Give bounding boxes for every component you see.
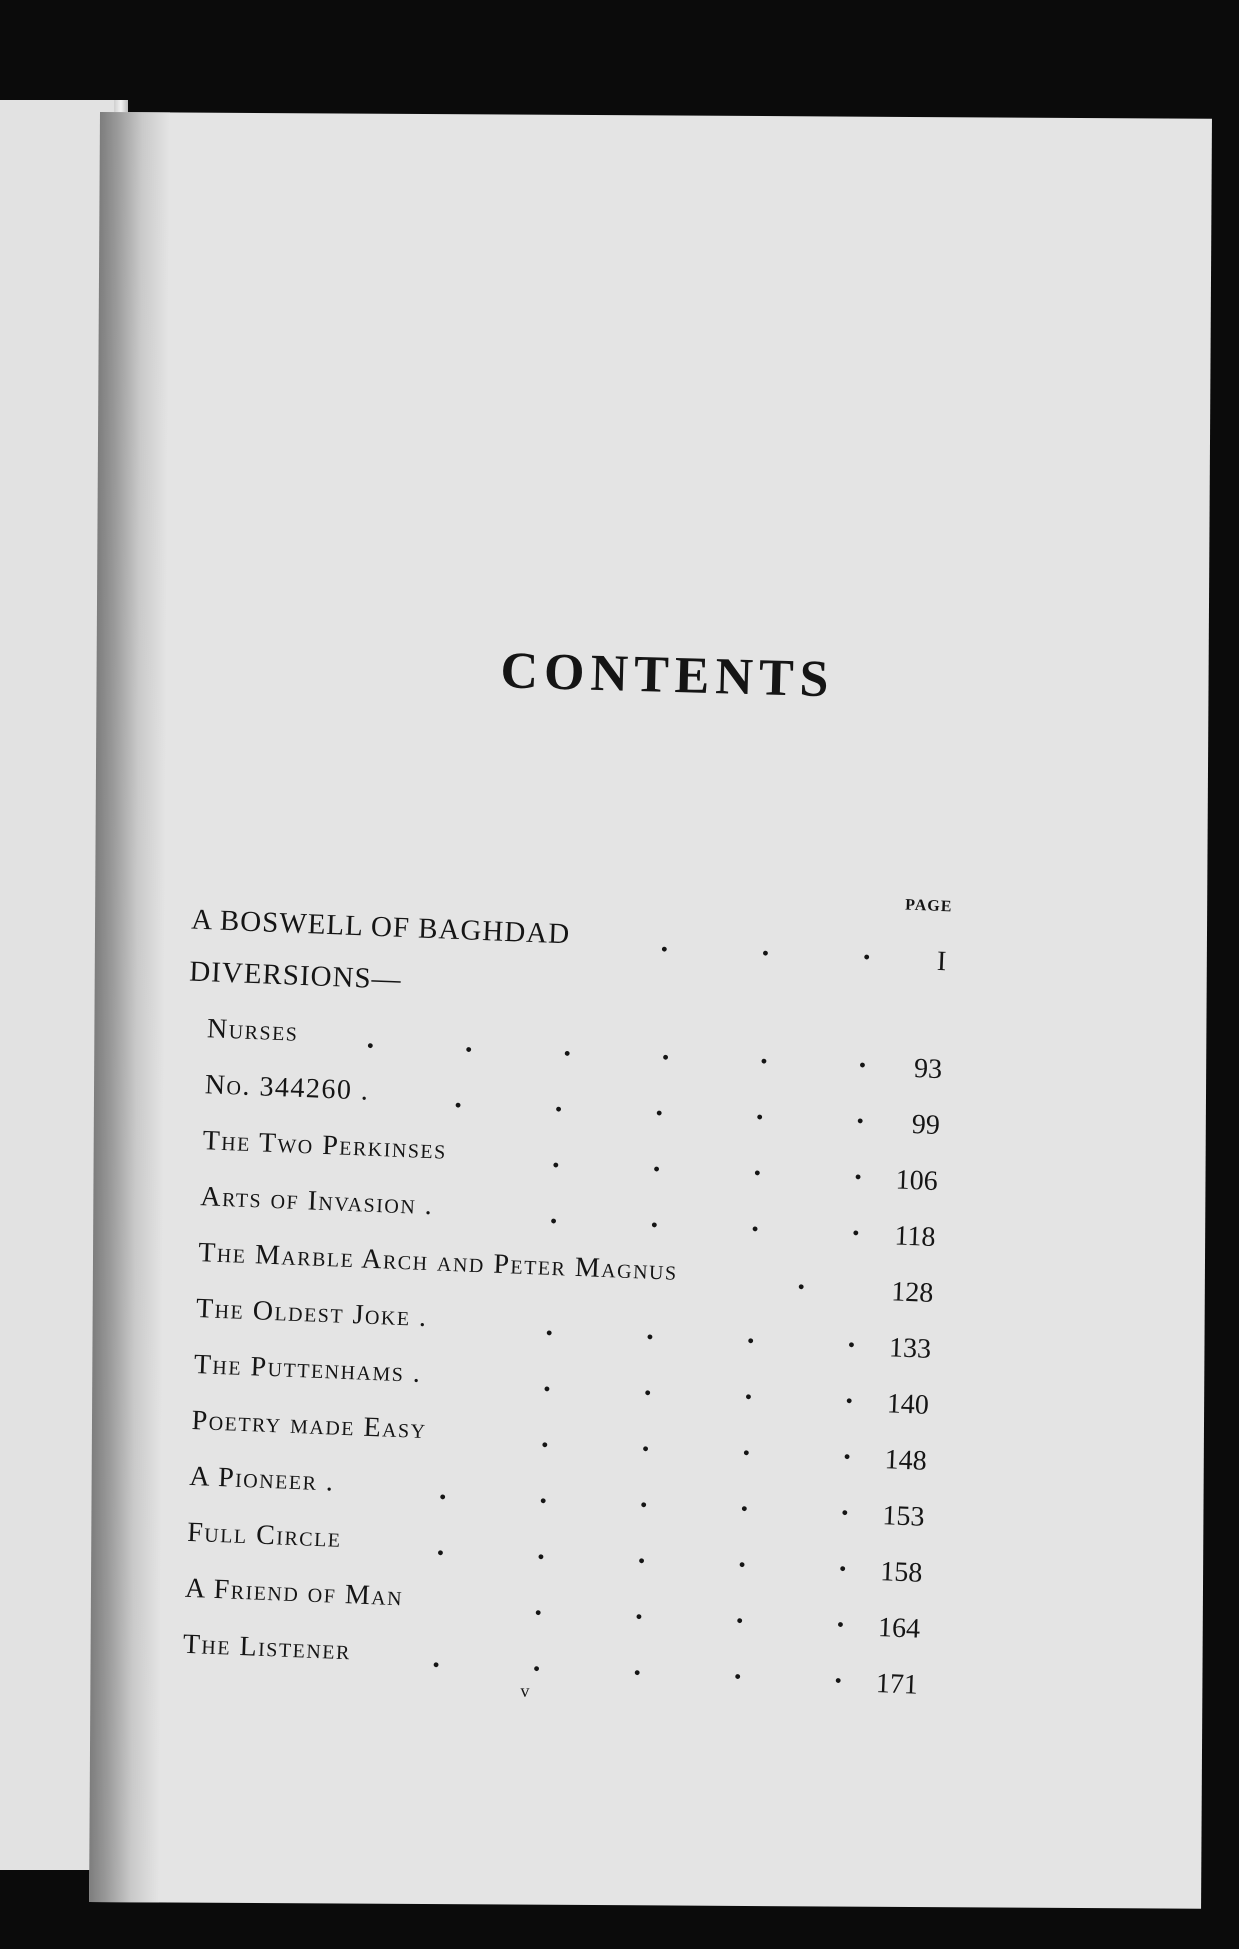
toc-entry-page: 153 bbox=[881, 1500, 926, 1533]
dot-leader: . . . . bbox=[534, 1588, 846, 1634]
toc-entry-page: 106 bbox=[895, 1164, 939, 1198]
page-folio: v bbox=[520, 1680, 530, 1701]
toc-entry-title: No. 344260 . bbox=[204, 1069, 371, 1107]
toc-entry-title: A Friend of Man bbox=[184, 1572, 404, 1613]
toc-entry-page: 158 bbox=[879, 1556, 923, 1589]
toc-section-title: DIVERSIONS— bbox=[188, 955, 403, 996]
dot-leader: . . . . bbox=[549, 1196, 861, 1243]
page-column-heading: PAGE bbox=[904, 896, 953, 916]
toc-entry-title: The Marble Arch and Peter Magnus bbox=[197, 1237, 679, 1287]
toc-entry-title: Arts of Invasion . bbox=[199, 1181, 434, 1222]
toc-entry-page: 140 bbox=[886, 1388, 930, 1421]
toc-entry-page: 171 bbox=[875, 1668, 919, 1701]
toc-entry-page: 133 bbox=[888, 1332, 932, 1365]
toc-entry-page: 128 bbox=[890, 1276, 934, 1309]
dot-leader: . . . bbox=[660, 925, 872, 967]
toc-entry-page: I bbox=[936, 945, 947, 978]
contents-title: CONTENTS bbox=[499, 642, 836, 709]
dot-leader: . . . . bbox=[551, 1140, 863, 1187]
toc-entry-page: 118 bbox=[893, 1220, 937, 1253]
dot-leader: . . . . . bbox=[453, 1081, 865, 1131]
table-of-contents bbox=[162, 869, 953, 1702]
toc-entry-title: Full Circle bbox=[186, 1516, 343, 1554]
dot-leader: . . . . . . bbox=[366, 1021, 868, 1075]
dot-leader: . . . . . bbox=[438, 1472, 850, 1522]
toc-entry-page: 93 bbox=[913, 1053, 943, 1086]
toc-entry-title: The Two Perkinses bbox=[202, 1125, 448, 1166]
toc-entry-title: The Puttenhams . bbox=[193, 1348, 423, 1389]
toc-entry-title: A BOSWELL OF BAGHDAD bbox=[190, 903, 571, 951]
dot-leader: . bbox=[797, 1262, 806, 1296]
dot-leader: . . . . bbox=[545, 1308, 857, 1354]
dot-leader: . . . . bbox=[540, 1420, 852, 1466]
toc-entry-title: The Oldest Joke . bbox=[195, 1293, 429, 1334]
dot-leader: . . . . bbox=[542, 1364, 854, 1410]
book-page bbox=[89, 112, 1212, 1909]
page-gutter-shadow bbox=[89, 112, 170, 1902]
toc-entry-page: 148 bbox=[884, 1444, 928, 1477]
dot-leader: . . . . . bbox=[436, 1528, 848, 1578]
toc-entry-page: 99 bbox=[911, 1109, 941, 1142]
toc-entry-page: 164 bbox=[877, 1612, 921, 1645]
toc-entry-title: The Listener bbox=[182, 1628, 352, 1667]
toc-entry-title: Nurses bbox=[206, 1013, 300, 1048]
toc-entry-title: Poetry made Easy bbox=[191, 1404, 428, 1446]
dot-leader: . . . . . bbox=[431, 1640, 843, 1690]
toc-entry-title: A Pioneer . bbox=[188, 1460, 336, 1498]
